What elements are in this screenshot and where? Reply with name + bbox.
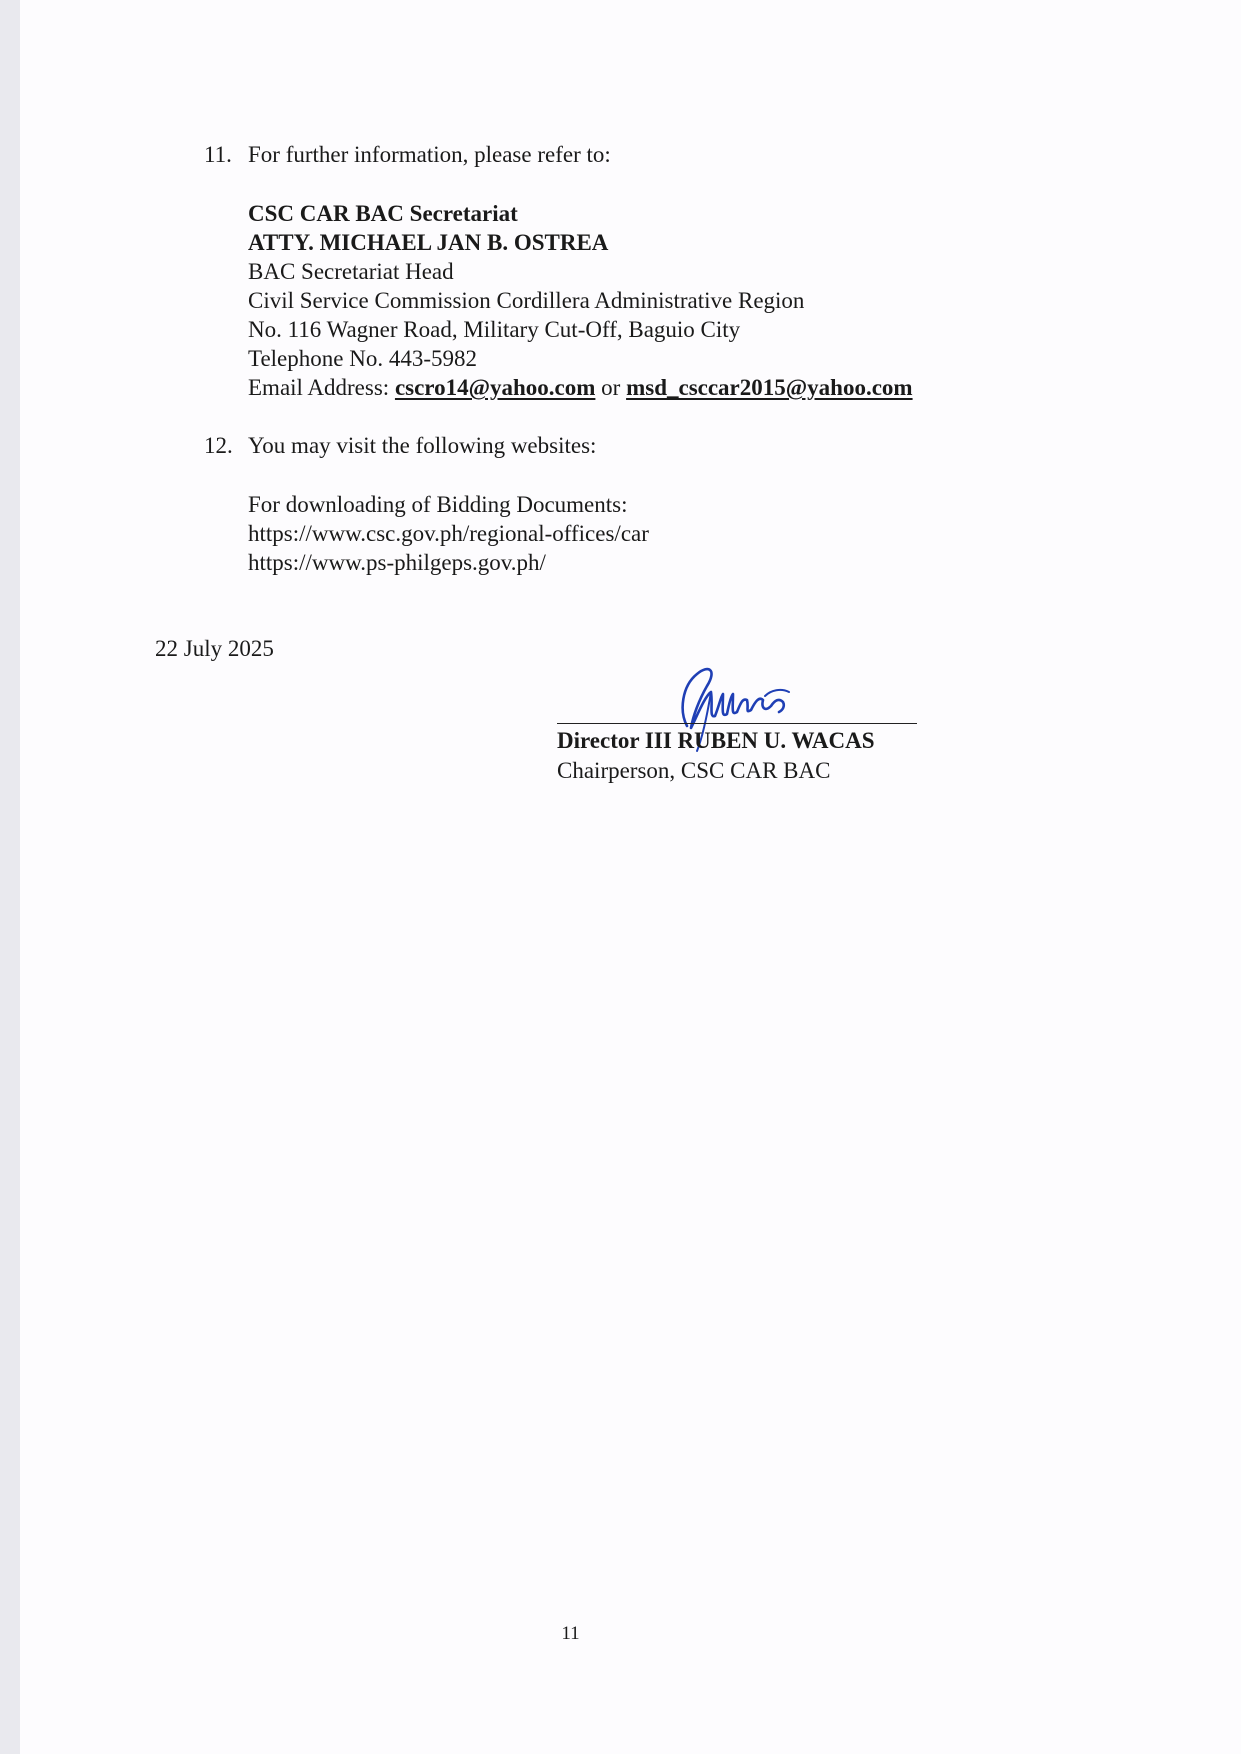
- contact-name: ATTY. MICHAEL JAN B. OSTREA: [248, 230, 609, 255]
- email-or: or: [601, 375, 621, 400]
- contact-telephone: Telephone No. 443-5982: [248, 346, 477, 371]
- websites-block: [248, 490, 649, 577]
- signature-block: [557, 656, 917, 783]
- signature-line: [557, 723, 917, 724]
- item-11-lead: For further information, please refer to:: [248, 142, 611, 167]
- page-number: 11: [561, 1623, 580, 1644]
- email-label: Email Address:: [248, 375, 390, 400]
- contact-position: BAC Secretariat Head: [248, 259, 454, 284]
- item-11-number: 11.: [204, 142, 232, 167]
- contact-email-line: [248, 373, 913, 402]
- contact-agency: Civil Service Commission Cordillera Administrative Region: [248, 288, 805, 313]
- item-12-lead: You may visit the following websites:: [248, 433, 597, 458]
- website-url-1[interactable]: https://www.csc.gov.ph/regional-offices/car: [248, 521, 649, 546]
- downloads-label: For downloading of Bidding Documents:: [248, 492, 628, 517]
- email-link-2[interactable]: msd_csccar2015@yahoo.com: [626, 375, 913, 400]
- contact-block: [248, 199, 913, 402]
- contact-office: CSC CAR BAC Secretariat: [248, 201, 518, 226]
- signatory-name: Director III RUBEN U. WACAS: [557, 728, 875, 753]
- website-url-2[interactable]: https://www.ps-philgeps.gov.ph/: [248, 550, 546, 575]
- item-12-number: 12.: [204, 433, 233, 458]
- email-link-1[interactable]: cscro14@yahoo.com: [394, 375, 596, 400]
- signatory-title: Chairperson, CSC CAR BAC: [557, 758, 831, 783]
- contact-address: No. 116 Wagner Road, Military Cut-Off, Baguio City: [248, 317, 741, 342]
- document-date: 22 July 2025: [155, 636, 274, 661]
- document-page: [20, 0, 1241, 1754]
